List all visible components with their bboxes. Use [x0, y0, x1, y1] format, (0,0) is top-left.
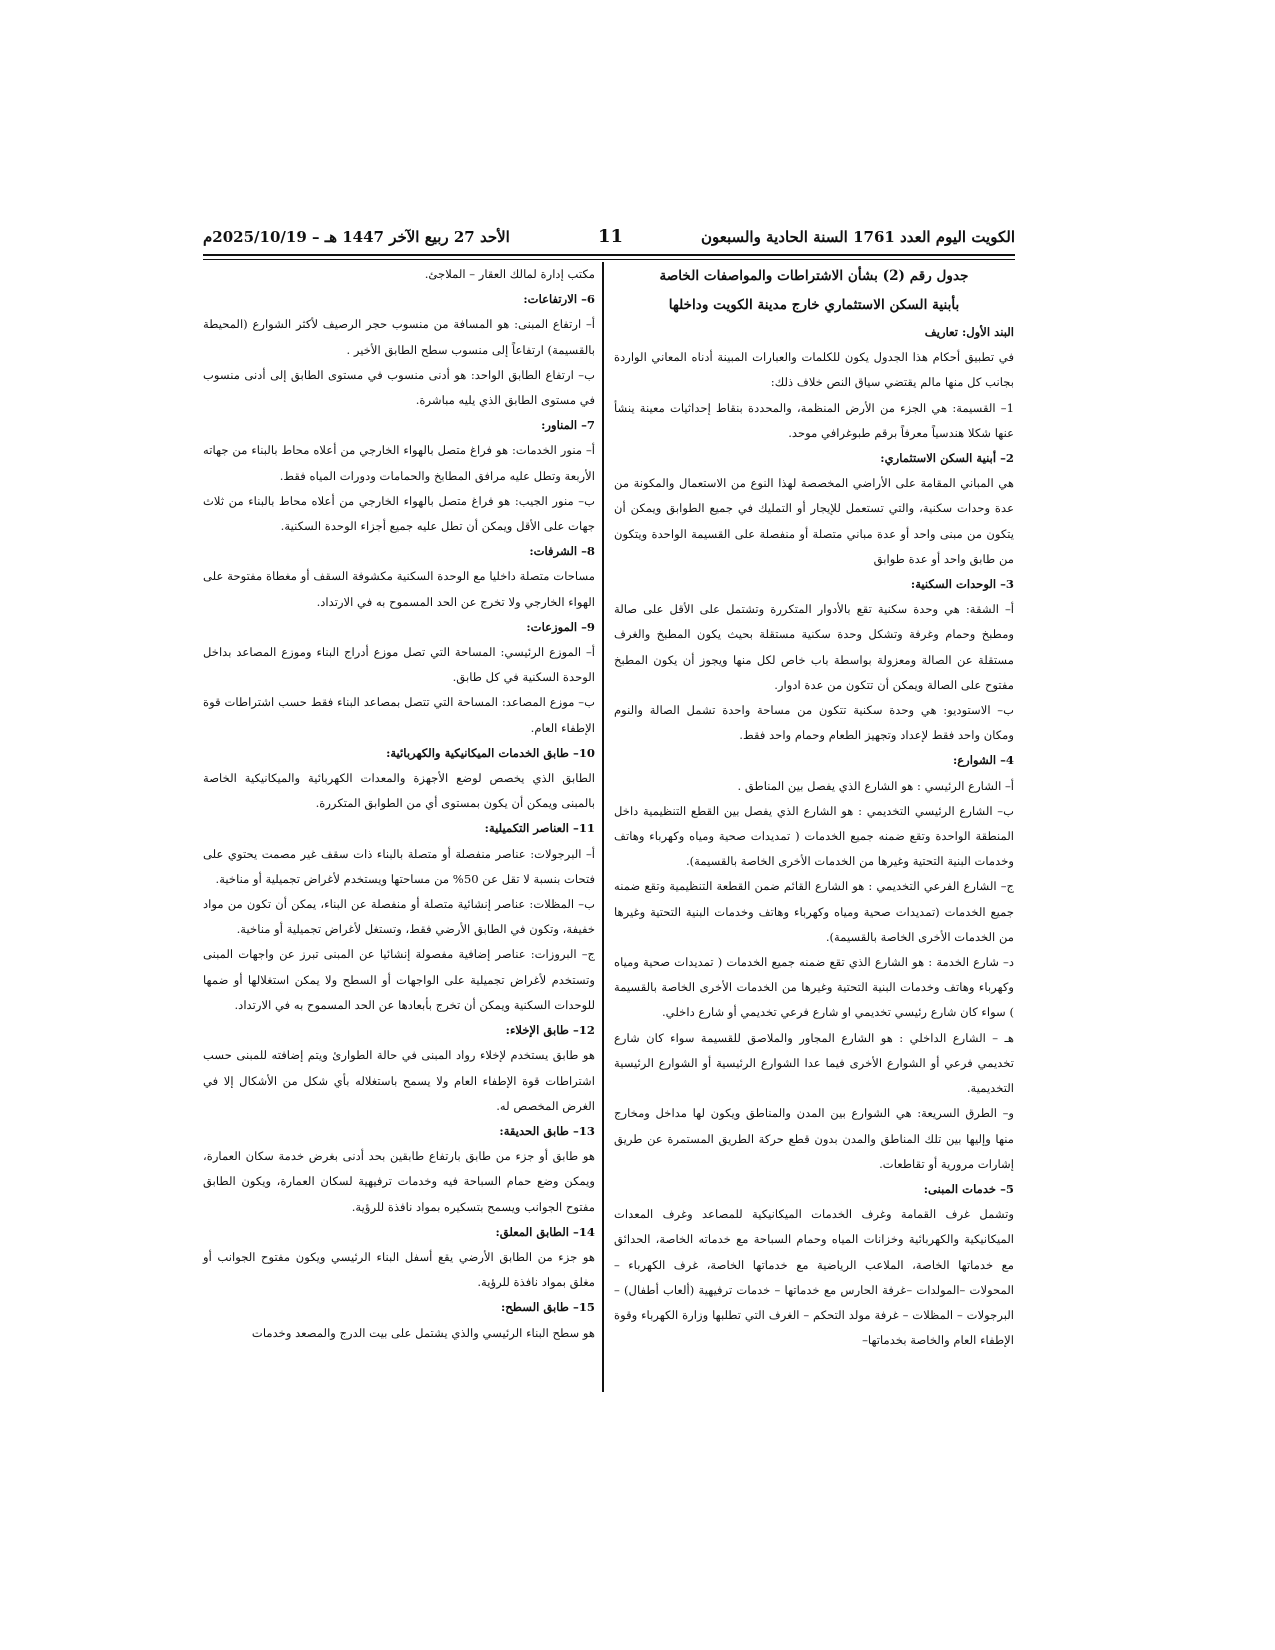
section-heading: 8– الشرفات: — [529, 544, 595, 559]
paragraph: هـ – الشارع الداخلي : هو الشارع المجاور والملاصق للقسيمة سواء كان شارع تخديمي فرعي أو الشوارع الأخرى فيما عدا الشوارع الرئيسية أو الشوارع الرئيسية التخديمية. — [614, 1030, 1014, 1096]
section-heading: 4– الشوارع: — [952, 753, 1014, 768]
paragraph: الطابق الذي يخصص لوضع الأجهزة والمعدات الكهربائية والميكانيكية الخاصة بالمبنى ويمكن أن يكون بمستوى أي من الطوابق المتكررة. — [203, 771, 595, 811]
section-heading: 13– طابق الحديقة: — [499, 1123, 595, 1138]
paragraph: هو طابق أو جزء من طابق بارتفاع طابقين بحد أدنى بغرض خدمة سكان العمارة، ويمكن وضع حمام السباحة فيه وخدمات ترفيهية لسكان العمارة، ويكون الطابق مفتوح الجوانب ويسمح بتسكيره بمواد نافذة للرؤية. — [203, 1149, 595, 1214]
section-heading: 12– طابق الإخلاء: — [505, 1023, 595, 1038]
document-title: جدول رقم (2) بشأن الاشتراطات والمواصفات الخاصة — [659, 268, 969, 284]
section-heading: 9– الموزعات: — [526, 619, 595, 634]
paragraph: ج– البروزات: عناصر إضافية مفصولة إنشائيا عن المبنى تبرز عن واجهات المبنى وتستخدم لأغراض تجميلية على الواجهات أو السطح ولا يمكن استغلالها أو ضمها للوحدات السكنية ويمكن أن تخرج بأبعادها عن الحد المسموح به في الارتداد. — [203, 947, 595, 1012]
publication-info: الكويت اليوم العدد 1761 السنة الحادية والسبعون — [700, 228, 1015, 246]
paragraph: هو سطح البناء الرئيسي والذي يشتمل على بيت الدرج والمصعد وخدمات — [251, 1325, 595, 1340]
paragraph: و– الطرق السريعة: هي الشوارع بين المدن والمناطق ويكون لها مداخل ومخارج منها وإليها بين تلك المناطق والمدن بدون قطع حركة الطريق المستمرة عن طريق إشارات مرورية أو تقاطعات. — [614, 1106, 1014, 1171]
paragraph: هي المباني المقامة على الأراضي المخصصة لهذا النوع من الاستعمال والمكونة من عدة وحدات سكنية، والتي تستعمل للإيجار أو التمليك في جميع الطوابق ويمكن أن يتكون من مبنى واحد أو عدة مباني متصلة أو منفصلة على القسيمة الواحدة ويتكون من طابق واحد أو عدة طوابق — [614, 476, 1014, 566]
section-heading: 5– خدمات المبنى: — [923, 1181, 1014, 1196]
page-header — [203, 226, 1015, 256]
paragraph: ب– ارتفاع الطابق الواحد: هو أدنى منسوب في مستوى الطابق إلى أدنى منسوب في مستوى الطابق الذي يليه مباشرة. — [203, 367, 595, 408]
paragraph: في تطبيق أحكام هذا الجدول يكون للكلمات والعبارات المبينة أدناه المعاني الواردة بجانب كل منها مالم يقتضي سياق النص خلاف ذلك: — [614, 350, 1014, 390]
paragraph: أ– البرجولات: عناصر منفصلة أو متصلة بالبناء ذات سقف غير مصمت يحتوي على فتحات بنسبة لا تقل عن 50% من مساحتها ويستخدم لأغراض تجميلية أو مناخية. — [203, 846, 595, 886]
issue-date: الأحد 27 ربيع الآخر 1447 هـ – 2025/10/19م — [203, 228, 510, 246]
paragraph: د– شارع الخدمة : هو الشارع الذي تقع ضمنه جميع الخدمات ( تمديدات صحية ومياه وكهرباء وهاتف وخدمات البنية التحتية وغيرها من الخدمات الأخرى الخاصة بالقسيمة ) سواء كان شارع رئيسي تخديمي او شارع فرعي تخديمي أو شارع داخلي. — [614, 955, 1014, 1020]
paragraph: ج– الشارع الفرعي التخديمي : هو الشارع القائم ضمن القطعة التنظيمية وتقع ضمنه جميع الخدمات (تمديدات صحية ومياه وكهرباء وهاتف وخدمات البنية التحتية وغيرها من الخدمات الأخرى الخاصة بالقسيمة). — [614, 879, 1014, 944]
section-heading: 10– طابق الخدمات الميكانيكية والكهربائية: — [386, 745, 595, 760]
document-title: بأبنية السكن الاستثماري خارج مدينة الكويت وداخلها — [668, 297, 960, 313]
paragraph: ب– منور الجيب: هو فراغ متصل بالهواء الخارجي من أعلاه محاط بالبناء من ثلاث جهات على الأقل ويمكن أن تطل عليه جميع أجزاء الوحدة السكنية. — [203, 493, 595, 534]
section-heading: 3– الوحدات السكنية: — [910, 577, 1014, 592]
right-column — [614, 262, 1014, 1353]
section-heading: 6– الارتفاعات: — [523, 292, 595, 307]
paragraph: هو طابق يستخدم لإخلاء رواد المبنى في حالة الطوارئ ويتم إضافته للمبنى حسب اشتراطات قوة الإطفاء العام ولا يسمح باستغلاله بأي شكل من الأشكال إلا في الغرض المخصص له. — [203, 1048, 595, 1113]
paragraph: أ– الشارع الرئيسي : هو الشارع الذي يفصل بين المناطق . — [737, 778, 1014, 793]
paragraph: هو جزء من الطابق الأرضي يقع أسفل البناء الرئيسي ويكون مفتوح الجوانب أو مغلق بمواد نافذة للرؤية. — [203, 1249, 595, 1290]
paragraph: ب– موزع المصاعد: المساحة التي تتصل بمصاعد البناء فقط حسب اشتراطات قوة الإطفاء العام. — [203, 695, 595, 735]
paragraph: أ– ارتفاع المبنى: هو المسافة من منسوب حجر الرصيف لأكثر الشوارع (المحيطة بالقسيمة) ارتفاعاً إلى منسوب سطح الطابق الأخير . — [203, 317, 595, 357]
paragraph: وتشمل غرف القمامة وغرف الخدمات الميكانيكية للمصاعد وغرف المعدات الميكانيكية والكهربائية وخزانات المياه وحمام السباحة مع خدماته الخاصة، الحدائق مع خدماتها الخاصة، الملاعب الرياضية مع خدماتها الخاصة، غرف الكهرباء – المحولات –المولدات –غرفة الحارس مع خدماتها – خدمات ترفيهية (ألعاب أطفال) – البرجولات – المظلات – غرفة مولد التحكم – الغرف التي تطلبها وزارة الكهرباء وقوة الإطفاء العام والخاصة بخدماتها– — [614, 1207, 1014, 1348]
section-heading: البند الأول: تعاريف — [924, 325, 1014, 339]
section-heading: 14– الطابق المعلق: — [495, 1224, 595, 1239]
paragraph: مساحات متصلة داخليا مع الوحدة السكنية مكشوفة السقف أو مغطاة مفتوحة على الهواء الخارجي ولا تخرج عن الحد المسموح به في الارتداد. — [203, 569, 595, 609]
paragraph: مكتب إدارة لمالك العقار – الملاجئ. — [424, 267, 595, 281]
paragraph: أ– الموزع الرئيسي: المساحة التي تصل موزع أدراج البناء وموزع المصاعد بداخل الوحدة السكنية في كل طابق. — [203, 645, 595, 685]
section-heading: 15– طابق السطح: — [500, 1300, 595, 1315]
paragraph: أ– منور الخدمات: هو فراغ متصل بالهواء الخارجي من أعلاه محاط بالبناء من جهاته الأربعة وتطل عليه مرافق المطابخ والحمامات ودورات المياه فقط. — [203, 443, 595, 483]
section-heading: 2– أبنية السكن الاستثماري: — [880, 451, 1014, 466]
paragraph: ب– الاستوديو: هي وحدة سكنية تتكون من مساحة واحدة تشمل الصالة والنوم ومكان واحد فقط لإعداد وتجهيز الطعام وحمام واحد فقط. — [614, 703, 1014, 743]
page-number: 11 — [598, 226, 624, 247]
section-heading: 11– العناصر التكميلية: — [484, 821, 595, 836]
paragraph: أ– الشقة: هي وحدة سكنية تقع بالأدوار المتكررة وتشتمل على الأقل على صالة ومطبخ وحمام وغرفة وتشكل وحدة سكنية مستقلة بحيث يكون المطبخ والغرف مستقلة عن الصالة ومعزولة بواسطة باب خاص لكل منها ويجوز أن يكون المطبخ مفتوح على الصالة ويمكن أن تتكون من عدة ادوار. — [614, 602, 1014, 692]
paragraph: ب– المظلات: عناصر إنشائية متصلة أو منفصلة عن البناء، يمكن أن تكون من مواد خفيفة، وتكون في الطابق الأرضي فقط، وتستغل لأغراض تجميلية أو مناخية. — [203, 897, 595, 937]
paragraph: 1– القسيمة: هي الجزء من الأرض المنظمة، والمحددة بنقاط إحداثيات معينة ينشأ عنها شكلا هندسياً معرفاً برقم طبوغرافي موحد. — [614, 400, 1014, 440]
column-divider — [602, 262, 604, 1392]
section-heading: 7– المناور: — [541, 418, 595, 433]
paragraph: ب– الشارع الرئيسي التخديمي : هو الشارع الذي يفصل بين القطع التنظيمية داخل المنطقة الواحدة وتقع ضمنه جميع الخدمات ( تمديدات صحية ومياه وكهرباء وهاتف وخدمات البنية التحتية وغيرها من الخدمات الأخرى الخاصة بالقسيمة). — [614, 803, 1014, 869]
header-rule — [203, 254, 1015, 256]
header-rule-thin — [203, 259, 1015, 260]
left-column — [203, 262, 595, 1346]
